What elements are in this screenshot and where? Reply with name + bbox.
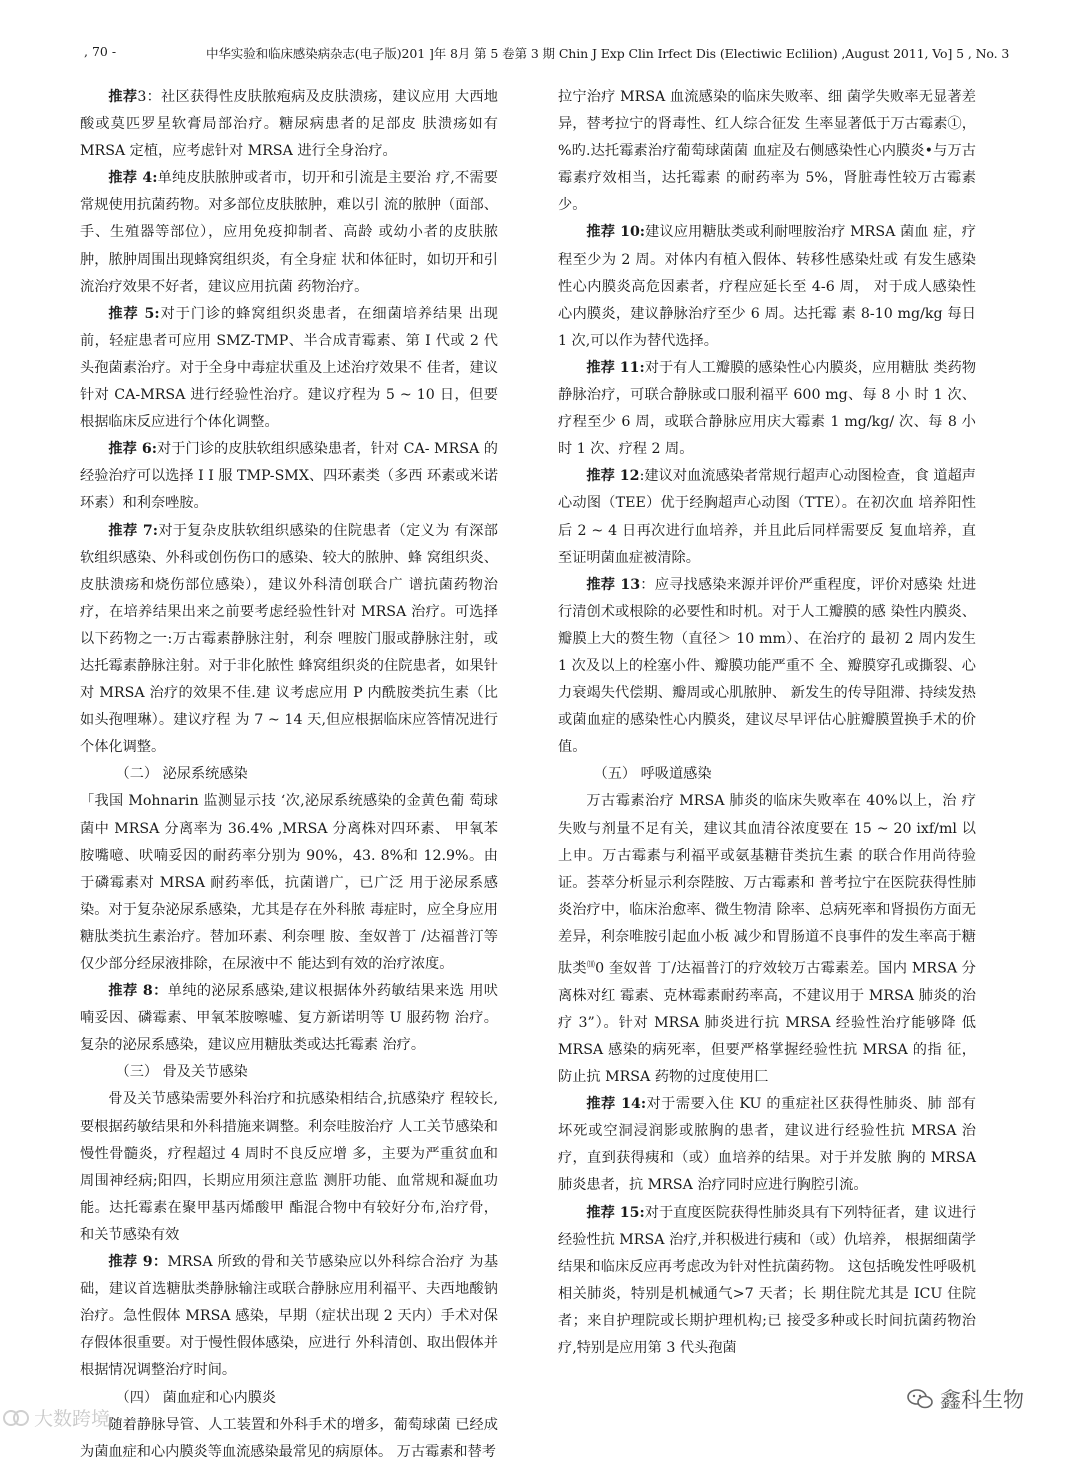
rec-label: 推荐 10: [586,224,646,241]
rec-label: 推荐 4: [108,170,158,187]
body-paragraph: 「我国 Mohnarin 监测显示技 ‘次,泌尿系统感染的金黄色葡 萄球菌中 MRSA 分离率为 36.4% ,MRSA 分离株对四环素、 甲氧苯胺嘴噫、吠喃妥因的耐药率分别为 90%，43. 8%和 12.9%。由于磷霉素对 MRSA 耐药率低，抗菌谱广，已广泛 用于泌尿系感染。对于复杂泌尿系感染，尤其是存在外科脓 毒症时，应全身应用糖肽类抗生素治疗。替加环素、利奈哩 胺、奎奴普丁 /达福普汀等仅少部分经尿液排除，在尿液中不 能达到有效的治疗浓度。 [80,793,498,972]
recommendation-15: 推荐 15:对于直度医院获得性肺炎具有下列特征者，建 议进行经验性抗 MRSA 治疗,并积极进行痍和（或）仇培养， 根据细菌学结果和临床反应再考虑改为针对性抗菌药物。 这包括晚发性呼吸机相关肺炎，特别是机械通气>7 天者；长 期住院尤其是 ICU 住院者；来自护理院或长期护理机构;已 接受多种或长时间抗菌药物治疗,特别是应用第 3 代头孢菌 [558,1204,977,1357]
rec-label: 推荐 15: [586,1204,645,1221]
recommendation-14: 推荐 14:对于需要入住 KU 的重症社区获得性肺炎、肺 部有坏死或空洞浸润影或脓胸的患者，建议进行经验性抗 MRSA 治疗，直到获得痍和（或）血培养的结果。对于并发脓 胸的 MRSA 肺炎患者，抗 MRSA 治疗同时应进行胸腔引流。 [558,1096,976,1194]
body-paragraph: 随着静脉导管、人工装置和外科手术的增多，葡萄球菌 已经成为菌血症和心内膜炎等血流感染最常见的病原体。 万古霉素和替考 [80,1416,498,1460]
recommendation-11: 推荐 11:对于有人工瓣膜的感染性心内膜炎，应用糖肽 类药物静脉治疗，可联合静脉或口服利福平 600 mg、每 8 小 时 1 次、疗程至少 6 周，或联合静脉应用庆大霉素 1 mg/kg/ 次、每 8 小时 1 次、疗程 2 周。 [558,359,977,458]
body-paragraph: 万古霉素治疗 MRSA 肺炎的临床失败率在 40%以上，治 疗失败与剂量不足有关，建议其血清谷浓度要在 15 ~ 20 ixf/ml 以上申。万古霉素与利福平或氨基糖苷类抗生素 的联合作用尚待验证。荟萃分析显示利奈陛胺、万古霉素和 普考拉宁在医院获得性肺炎治疗中，临床治愈率、微生物清 除率、总病死率和肾损伤方面无差异，利奈唯胺引起血小板 减少和胃肠道不良事件的发生率高于糖肽类⑽0 奎奴普 丁/达福普汀的疗效较万古霉素差。国内 MRSA 分离株对红 霉素、克林霉素耐药率高，不建议用于 MRSA 肺炎的治 疗 3”）。针对 MRSA 肺炎进行抗 MRSA 经验性治疗能够降 低 MRSA 感染的病死率，但要严格掌握经验性抗 MRSA 的指 征，防止抗 MRSA 药物的过度使用匚 [558,793,976,1086]
wechat-icon [906,1387,934,1411]
recommendation-9: 推荐 9：MRSA 所致的骨和关节感染应以外科综合治疗 为基础，建议首选糖肽类静脉输注或联合静脉应用利福平、夫西地酸钠治疗。急性假体 MRSA 感染，早期（症状出现 2 天内）手术对保存假体很重要。对于慢性假体感染，应进行 外科清创、取出假体并根据情况调整治疗时间。 [80,1254,499,1379]
rec-label: 推荐 13 [586,576,641,593]
rec-label: 推荐 [108,89,138,105]
recommendation-10: 推荐 10:建议应用糖肽类或利耐哩胺治疗 MRSA 菌血 症，疗程至少为 2 周。对体内有植入假体、转移性感染灶或 有发生感染性心内膜炎高危因素者，疗程应延长至 4-6 周， 对于成人感染性心内膜炎，建议静脉治疗至少 6 周。达托霉 素 8-10 mg/kg 每日 1 次,可以作为替代选择。 [558,224,976,349]
rec-label: 推荐 5: [108,305,160,322]
section-heading-respiratory: （五） 呼吸道感染 [593,766,712,783]
recommendation-12: 推荐 12:建议对血流感染者常规行超声心动图检查，食 道超声心动图（TEE）优于经胸超声心动图（TTE）。在初次血 培养阳性后 2 ~ 4 日再次进行血培养，并且此后同样需要反 复血培养，直至证明菌血症被清除。 [558,468,976,566]
section-heading-urinary: （二） 泌尿系统感染 [115,766,248,783]
brand-logo-icon [2,1406,30,1430]
left-column [80,84,498,1466]
rec-label: 推荐 11: [586,359,645,376]
section-heading-bone-joint: （三） 骨及关节感染 [115,1064,248,1081]
right-column [558,84,976,1362]
rec-label: 推荐 14: [586,1096,647,1113]
section-heading-bacteremia: （四） 菌血症和心内膜炎 [115,1389,277,1406]
page-number: , 70 - [84,44,117,59]
rec-label: 推荐 8： [108,983,168,1000]
recommendation-5: 推荐 5:对于门诊的蜂窝组织炎患者，在细菌培养结果 出现前，轻症患者可应用 SMZ-TMP、半合成青霉素、第 I 代或 2 代头孢菌素治疗。对于全身中毒症状重及上述治疗效果不 佳者，建议针对 CA-MRSA 进行经验性治疗。建议疗程为 5 ~ 10 日，但要根据临床反应进行个体化调整。 [80,305,498,431]
watermark-bottom-right [906,1384,1024,1414]
watermark-text: 鑫科生物 [940,1388,1024,1412]
body-paragraph: 拉宁治疗 MRSA 血流感染的临床失败率、细 菌学失败率无显著差异，替考拉宁的肾毒性、红人综合征发 生率显著低于万古霉素①，%旳.达托霉素治疗葡萄球菌菌 血症及右侧感染性心内膜炎•与万古霉素疗效相当，达托霉素 的耐药率为 5%，肾脏毒性较万古霉素少。 [558,89,976,214]
running-header [70,44,1020,68]
body-paragraph: 骨及关节感染需要外科治疗和抗感染相结合,抗感染疗 程较长,要根据药敏结果和外科措施来调整。利奈哇胺治疗 人工关节感染和慢性骨髓炎，疗程超过 4 周时不良反应增 多，主要为严重贫血和周围神经病;阳四，长期应用须注意监 测肝功能、血常规和凝血功能。达托霉素在聚甲基丙烯酸甲 酯混合物中有较好分布,治疗骨，和关节感染有效 [80,1091,498,1243]
recommendation-4: 推荐 4:单纯皮肤脓肿或者市，切开和引流是主要治 疗,不需要常规使用抗菌药物。对多部位皮肤脓肿，难以引 流的脓肿（面部、手、生殖器等部位），应用免疫抑制者、高龄 或幼小者的皮肤脓肿，脓肿周围出现蜂窝组织炎，有全身症 状和体征时，如切开和引流治疗效果不好者，建议应用抗菌 药物治疗。 [80,170,498,295]
rec-label: 推荐 12 [586,468,640,485]
watermark-bottom-left [2,1404,110,1431]
citation-superscript: ⑽ [586,960,596,969]
rec-label: 推荐 9： [108,1254,168,1271]
recommendation-3: 推荐3：社区获得性皮肤脓疱病及皮肤溃疡，建议应用 大西地酸或莫匹罗星软膏局部治疗。糖尿病患者的足部皮 肤溃疡如有 MRSA 定植，应考虑针对 MRSA 进行全身治疗。 [80,89,498,160]
rec-label: 推荐 6: [108,441,157,458]
recommendation-6: 推荐 6:对于门诊的皮肤软组织感染患者，针对 CA- MRSA 的经验治疗可以选择 I I 服 TMP-SMX、四环素类（多西 环素或米诺环素）和利奈唑胺。 [80,441,498,512]
rec-label: 推荐 7: [108,522,158,539]
recommendation-13: 推荐 13：应寻找感染来源并评价严重程度，评价对感染 灶进行清创术或根除的必要性和时机。对于人工瓣膜的感 染性内膜炎、瓣膜上大的赘生物（直径＞ 10 mm）、在治疗的 最初 2 周内发生 1 次及以上的栓塞小件、瓣膜功能严重不 全、瓣膜穿孔或撕裂、心力衰竭失代偿期、瓣周或心肌脓肿、 新发生的传导阻滞、持续发热或菌血症的感染性心内膜炎，建议尽早评估心脏瓣膜置换手术的价值。 [558,576,977,756]
recommendation-7: 推荐 7:对于复杂皮肤软组织感染的住院患者（定义为 有深部软组织感染、外科或创伤伤口的感染、较大的脓肿、蜂 窝组织炎、皮肤溃疡和烧伤部位感染），建议外科清创联合广 谱抗菌药物治疗，在培养结果出来之前要考虑经验性针对 MRSA 治疗。可选择以下药物之一:万古霉素静脉注射，利奈 哩胺门服或静脉注射，或达托霉素静脉注射。对于非化脓性 蜂窝组织炎的住院患者，如果针对 MRSA 治疗的效果不佳.建 议考虑应用 P 内酰胺类抗生素（比如头孢哩琳）。建议疗程 为 7 ~ 14 天,但应根据临床应答情况进行个体化调整。 [80,522,498,756]
recommendation-8: 推荐 8：单纯的泌尿系感染,建议根据体外药敏结果来选 用吠喃妥因、磷霉素、甲氧苯胺嚓嘘、复方新诺明等 U 服药物 治疗。复杂的泌尿系感染，建议应用糖肽类或达托霉素 治疗。 [80,983,498,1054]
watermark-text: 大数跨境 [34,1408,111,1430]
journal-citation: 中华实验和临床感染病杂志(电子版)201 ]年 8月 第 5 卷第 3 期 Chin J Exp Clin Irfect Dis (Electiwic Eclilion) ,August 2011, Vo] 5 , No. 3 [206,46,1010,61]
